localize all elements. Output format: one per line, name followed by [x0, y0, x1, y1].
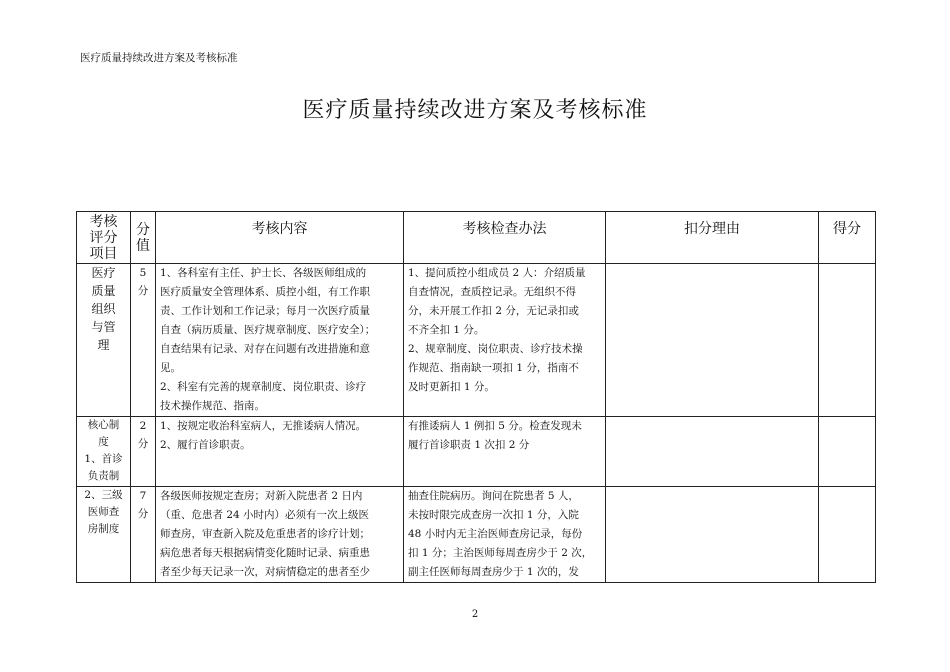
- row-score: 5 分: [131, 264, 156, 417]
- running-header: 医疗质量持续改进方案及考核标准: [80, 52, 238, 64]
- row-score: 7 分: [131, 487, 156, 583]
- document-title: 医疗质量持续改进方案及考核标准: [302, 98, 648, 123]
- table-row: [77, 487, 876, 583]
- table-row: [77, 417, 876, 487]
- row-method: 有推诿病人 1 例扣 5 分。检查发现未 履行首诊职责 1 次扣 2 分: [404, 417, 606, 487]
- row-result: [819, 487, 876, 583]
- header-category: 考核 评分 项目: [77, 212, 131, 264]
- row-category: 医疗 质量 组织 与管 理: [77, 264, 131, 417]
- table-header-row: [77, 212, 876, 264]
- row-reason: [606, 264, 819, 417]
- row-result: [819, 417, 876, 487]
- row-category: 2、三级 医师查 房制度: [77, 487, 131, 583]
- row-score: 2 分: [131, 417, 156, 487]
- header-result: 得分: [819, 212, 876, 264]
- row-reason: [606, 487, 819, 583]
- row-method: 1、提问质控小组成员 2 人：介绍质量 自查情况，查质控记录。无组织不得 分，未开展工作扣 2 分，无记录扣或 不齐全扣 1 分。 2、规章制度、岗位职责、诊疗技术操 作规范、指南缺一项扣 1 分，指南不 及时更新扣 1 分。: [404, 264, 606, 417]
- page-number: 2: [471, 609, 479, 620]
- row-reason: [606, 417, 819, 487]
- header-method: 考核检查办法: [404, 212, 606, 264]
- row-result: [819, 264, 876, 417]
- row-content: 1、各科室有主任、护士长、各级医师组成的 医疗质量安全管理体系、质控小组，有工作职 责、工作计划和工作记录；每月一次医疗质量 自查（病历质量、医疗规章制度、医疗安全）； 自查结果有记录、对存在问题有改进措施和意 见。 2、科室有完善的规章制度、岗位职责、诊疗 技术操作规范、指南。: [156, 264, 404, 417]
- header-score: 分 值: [131, 212, 156, 264]
- row-content: 1、按规定收治科室病人，无推诿病人情况。 2、履行首诊职责。: [156, 417, 404, 487]
- assessment-table: [76, 211, 876, 583]
- row-content: 各级医师按规定查房；对新入院患者 2 日内 （重、危患者 24 小时内）必须有一次上级医 师查房，审查新入院及危重患者的诊疗计划； 病危患者每天根据病情变化随时记录、病重患 者至少每天记录一次，对病情稳定的患者至少: [156, 487, 404, 583]
- table-row: [77, 264, 876, 417]
- row-method: 抽查住院病历。询问在院患者 5 人， 未按时限完成查房一次扣 1 分，入院 48 小时内无主治医师查房记录，每份 扣 1 分；主治医师每周查房少于 2 次， 副主任医师每周查房少于 1 次的，发: [404, 487, 606, 583]
- header-reason: 扣分理由: [606, 212, 819, 264]
- row-category: 核心制 度 1、首诊 负责制: [77, 417, 131, 487]
- header-content: 考核内容: [156, 212, 404, 264]
